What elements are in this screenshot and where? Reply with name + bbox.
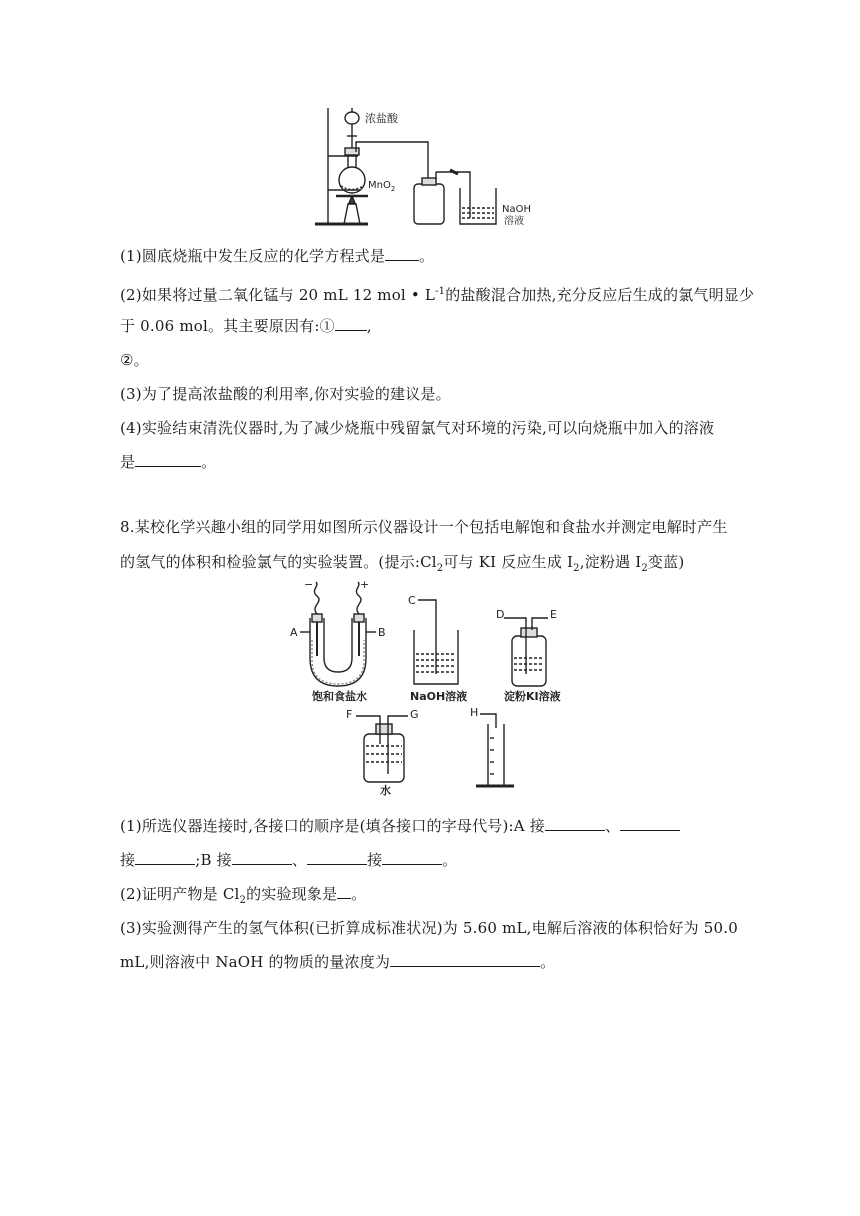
q7-part2-line1: (2)如果将过量二氧化锰与 20 mL 12 mol • $L^{-1}$的盐酸混合加热,充分反应后生成的氯气明显少 — [120, 286, 755, 304]
label-A: A — [290, 626, 298, 639]
q8-part3-line2: mL,则溶液中 NaOH 的物质的量浓度为 。 — [120, 953, 556, 971]
answer-blank[interactable] — [620, 816, 680, 831]
caption-naoh-solution: NaOH溶液 — [410, 690, 468, 703]
answer-blank[interactable] — [135, 850, 195, 865]
label-minus: − — [304, 578, 314, 591]
caption-starch-ki: 淀粉KI溶液 — [504, 690, 561, 703]
q8-part3-line1: (3)实验测得产生的氢气体积(已折算成标准状况)为 5.60 mL,电解后溶液的体积恰好为 50.0 — [120, 919, 739, 937]
q7-part3: (3)为了提高浓盐酸的利用率,你对实验的建议是。 — [120, 385, 451, 403]
q7-part2-line3: ②。 — [120, 351, 149, 369]
q8-part1-line1: (1)所选仪器连接时,各接口的顺序是(填各接口的字母代号):A 接 、 — [120, 816, 680, 836]
answer-blank[interactable] — [390, 952, 540, 967]
answer-blank[interactable] — [232, 850, 292, 865]
q7-part4-line2: 是 。 — [120, 453, 217, 471]
answer-blank[interactable] — [337, 884, 351, 899]
label-F: F — [346, 708, 353, 721]
q8-intro-line1: 8.某校化学兴趣小组的同学用如图所示仪器设计一个包括电解饱和食盐水并测定电解时产生 — [120, 518, 728, 536]
label-naoh: NaOH — [502, 204, 531, 215]
answer-blank[interactable] — [335, 316, 367, 331]
q7-part1: (1)圆底烧瓶中发生反应的化学方程式是 。 — [120, 247, 435, 265]
caption-saturated-brine: 饱和食盐水 — [312, 690, 367, 703]
label-plus: + — [360, 578, 370, 591]
q8-intro-line2: 的氢气的体积和检验氯气的实验装置。(提示$:Cl_2$可与 KI 反应生成 $I_2$,淀粉遇 $I_2$变蓝) — [120, 553, 685, 574]
label-B: B — [378, 626, 386, 639]
label-H: H — [470, 706, 479, 719]
label-C: C — [408, 594, 416, 607]
label-D: D — [496, 608, 505, 621]
label-solution: 溶液 — [504, 216, 524, 227]
electrolysis-apparatus-figure — [290, 578, 610, 798]
label-mno2: MnO$_2$ — [368, 180, 396, 193]
answer-blank[interactable] — [385, 246, 419, 261]
q8-part1-line2: 接 ;B 接 、 接 。 — [120, 851, 458, 869]
answer-blank[interactable] — [307, 850, 367, 865]
label-E: E — [550, 608, 557, 621]
answer-blank[interactable] — [135, 452, 201, 467]
label-G: G — [410, 708, 419, 721]
q8-part2: (2)证明产物是 $Cl_2$的实验现象是 。 — [120, 885, 367, 906]
q7-part4-line1: (4)实验结束清洗仪器时,为了减少烧瓶中残留氯气对环境的污染,可以向烧瓶中加入的溶液 — [120, 419, 715, 437]
label-concentrated-hcl: 浓盐酸 — [365, 112, 398, 125]
answer-blank[interactable] — [382, 850, 442, 865]
caption-water: 水 — [380, 784, 391, 797]
answer-blank[interactable] — [545, 816, 605, 831]
q7-part2-line2: 于 0.06 mol。其主要原因有:① , — [120, 317, 372, 335]
chlorine-apparatus-figure — [310, 100, 550, 235]
